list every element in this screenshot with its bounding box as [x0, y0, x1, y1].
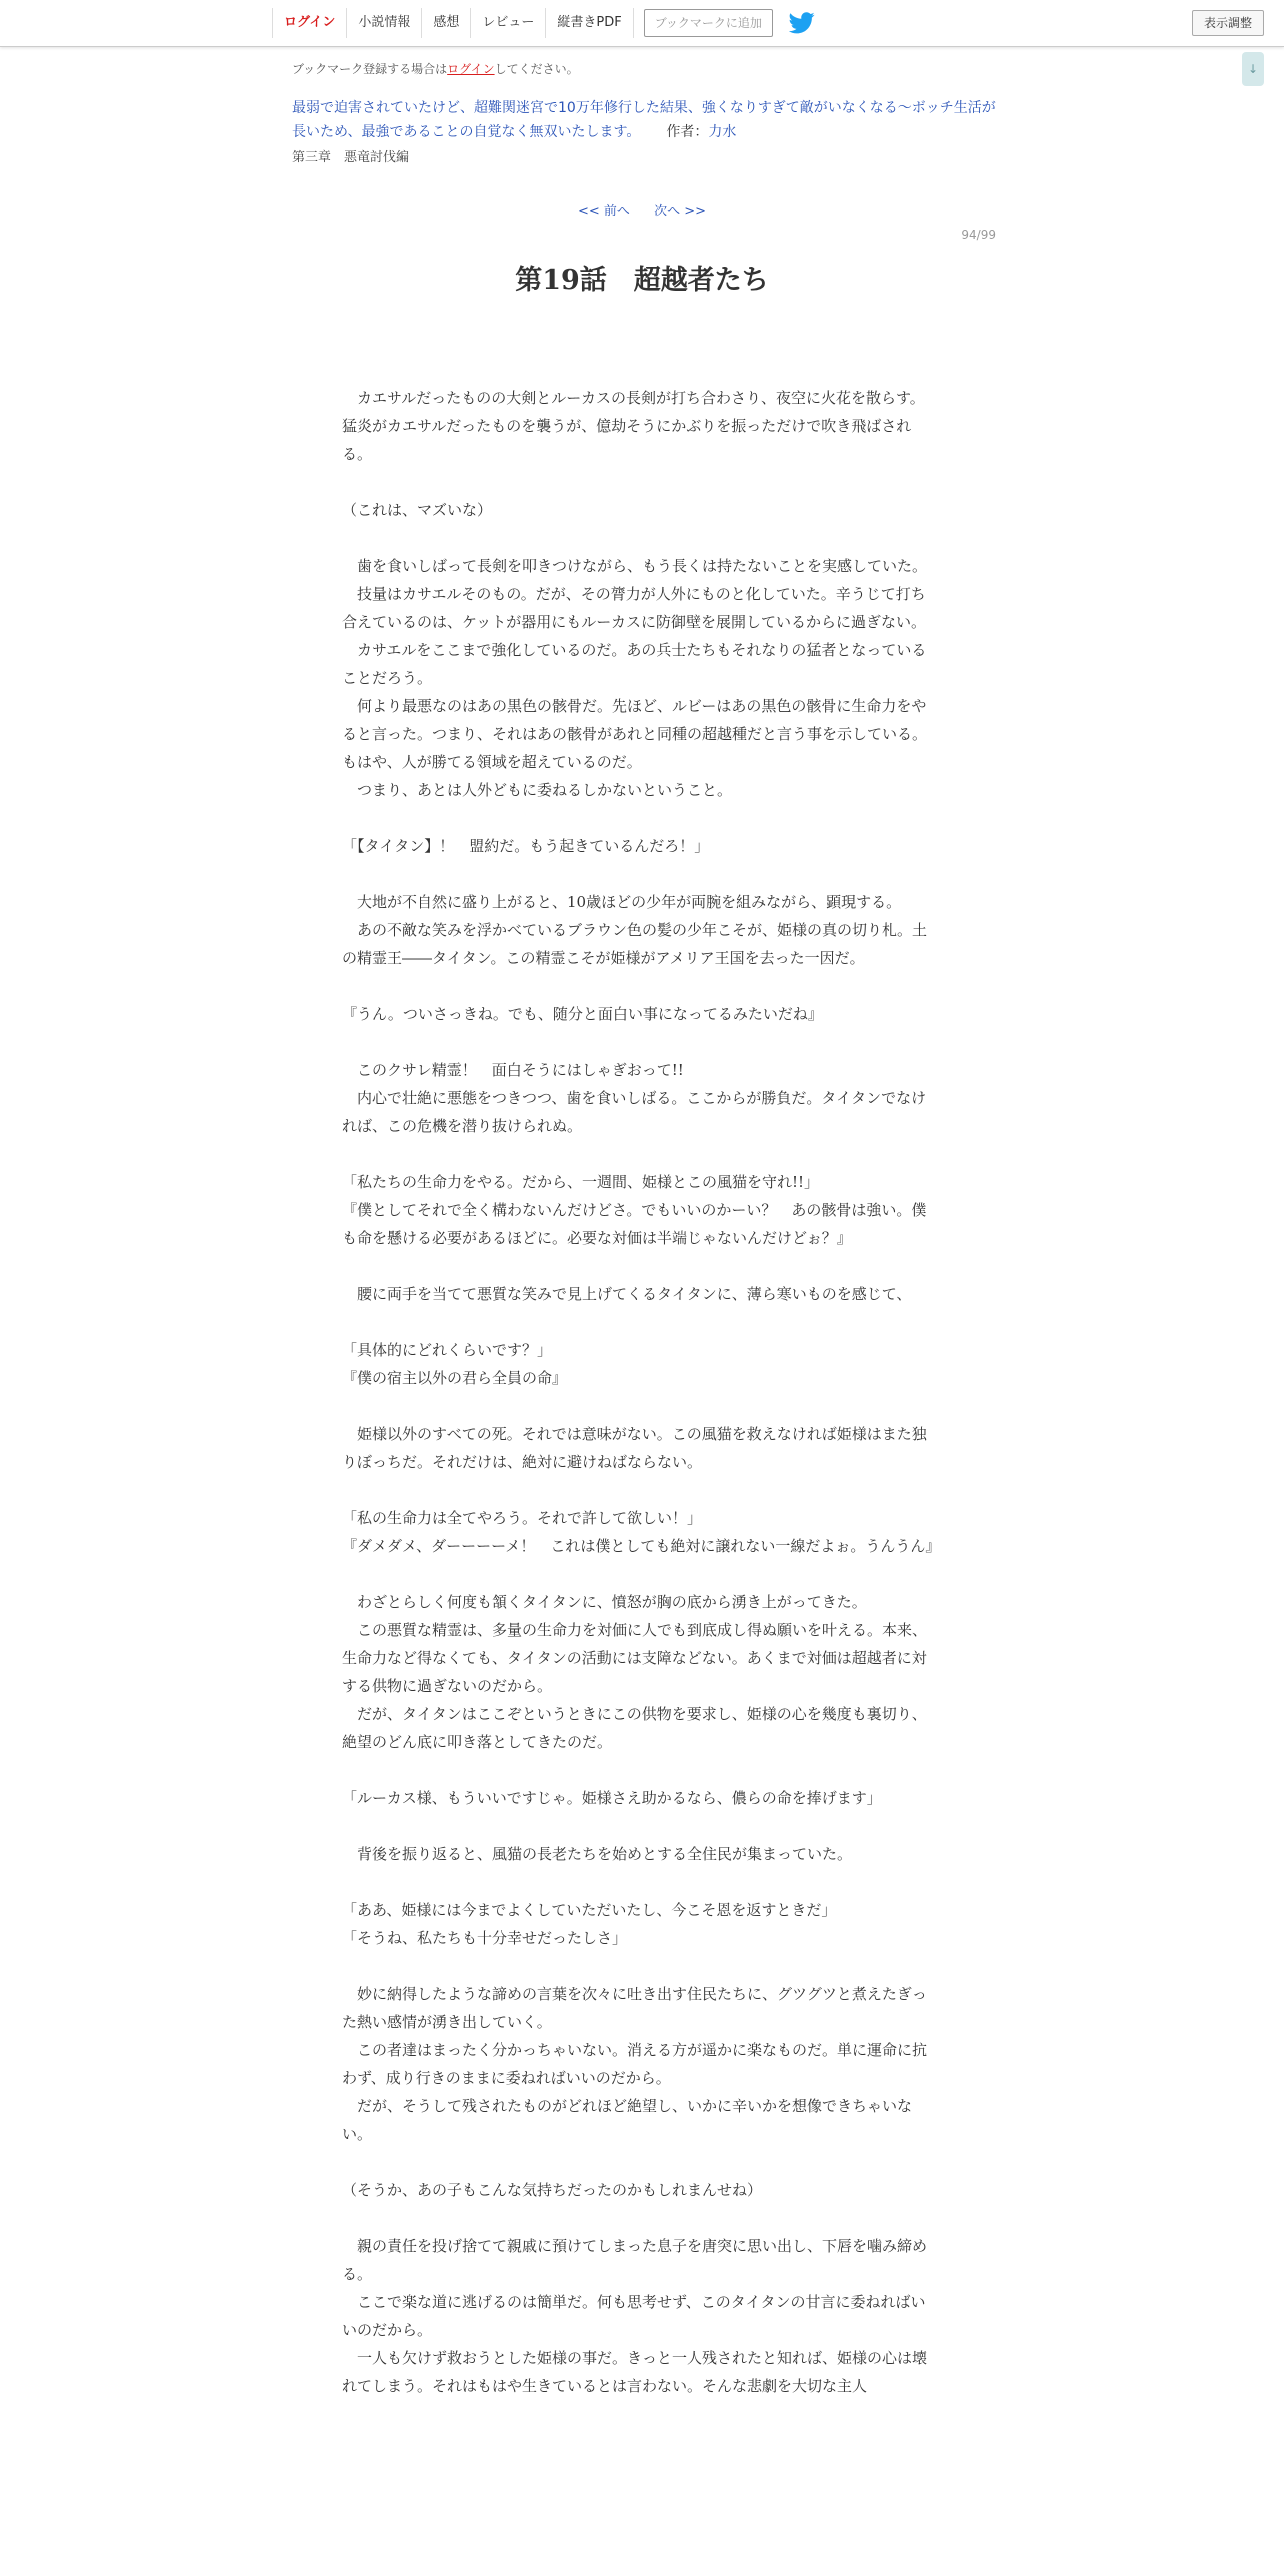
novel-paragraph: 猛炎がカエサルだったものを襲うが、億劫そうにかぶりを振っただけで吹き飛ばされる。 — [342, 417, 912, 463]
nav-login[interactable]: ログイン — [272, 8, 346, 38]
episode-count: 94/99 — [961, 228, 996, 242]
novel-paragraph: この悪質な精霊は、多量の生命力を対価に人でも到底成し得ぬ願いを叶える。本来、生命力など得なくても、タイタンの活動には支障などない。あくまで対価は超越者に対する供物に過ぎないのだから。 — [342, 1621, 928, 1695]
novel-paragraph — [342, 1308, 936, 1336]
novel-paragraph — [342, 1756, 936, 1784]
novel-paragraph — [342, 1868, 936, 1896]
novel-paragraph: 親の責任を投げ捨てて親戚に預けてしまった息子を唐突に思い出し、下唇を噛み締める。 — [342, 2237, 928, 2283]
novel-paragraph: だが、そうして残されたものがどれほど絶望し、いかに辛いかを想像できちゃいない。 — [342, 2097, 913, 2143]
novel-paragraph — [342, 860, 936, 888]
novel-paragraph: だが、タイタンはここぞというときにこの供物を要求し、姫様の心を幾度も裏切り、絶望のどん底に叩き落としてきたのだ。 — [342, 1705, 927, 1751]
nav-impressions[interactable]: 感想 — [421, 8, 470, 38]
novel-paragraph: （これは、マズいな） — [342, 501, 493, 519]
episode-title: 第19話 超越者たち — [515, 265, 769, 296]
novel-paragraph — [342, 1028, 936, 1056]
novel-paragraph: 技量はカサエルそのもの。だが、その膂力が人外にものと化していた。辛うじて打ち合えているのは、ケットが器用にもルーカスに防御壁を展開しているからに過ぎない。 — [342, 585, 926, 631]
bookmark-notice — [292, 60, 1000, 77]
novel-paragraph: （そうか、あの子もこんな気持ちだったのかもしれまんせね） — [342, 2181, 763, 2199]
novel-paragraph: 『ダメダメ、ダーーーーメ！ これは僕としても絶対に譲れない一線だよぉ。うんうん』 — [342, 1537, 941, 1555]
novel-paragraph: 「ああ、姫様には今までよくしていただいたし、今こそ恩を返すときだ」 — [342, 1901, 837, 1919]
nav-novel-info[interactable]: 小説情報 — [346, 8, 421, 38]
chapter-name: 第三章 悪竜討伐編 — [292, 150, 410, 165]
novel-paragraph: 背後を振り返ると、風猫の長老たちを始めとする全住民が集まっていた。 — [342, 1845, 853, 1863]
novel-paragraph — [342, 1812, 936, 1840]
novel-paragraph: あの不敵な笑みを浮かべているブラウン色の髪の少年こそが、姫様の真の切り札。土の精霊王――タイタン。この精霊こそが姫様がアメリア王国を去った一因だ。 — [342, 921, 928, 967]
novel-paragraph — [342, 1392, 936, 1420]
novel-paragraph — [342, 1140, 936, 1168]
novel-paragraph — [342, 804, 936, 832]
novel-paragraph — [342, 2204, 936, 2232]
novel-paragraph: 妙に納得したような諦めの言葉を次々に吐き出す住民たちに、グツグツと煮えたぎった熱い感情が湧き出していく。 — [342, 1985, 927, 2031]
novel-paragraph: ここで楽な道に逃げるのは簡単だ。何も思考せず、このタイタンの甘言に委ねればいいのだから。 — [342, 2293, 926, 2339]
novel-paragraph: 「ルーカス様、もういいですじゃ。姫様さえ助かるなら、儂らの命を捧げます」 — [342, 1789, 882, 1807]
top-navigation-bar — [0, 0, 1284, 47]
scroll-down-button[interactable]: ↓ — [1242, 52, 1264, 86]
novel-paragraph: 「私たちの生命力をやる。だから、一週間、姫様とこの風猫を守れ!!」 — [342, 1173, 820, 1191]
novel-body — [342, 384, 941, 2400]
novel-paragraph: 『僕の宿主以外の君ら全員の命』 — [342, 1369, 568, 1387]
novel-paragraph — [342, 468, 936, 496]
novel-paragraph — [342, 1476, 936, 1504]
nav-review[interactable]: レビュー — [470, 8, 545, 38]
novel-paragraph: 一人も欠けず救おうとした姫様の事だ。きっと一人残されたと知れば、姫様の心は壊れてしまう。それはもはや生きているとは言わない。そんな悲劇を大切な主人 — [342, 2349, 928, 2395]
novel-paragraph: 姫様以外のすべての死。それでは意味がない。この風猫を救えなければ姫様はまた独りぼっちだ。それだけは、絶対に避けねばならない。 — [342, 1425, 927, 1471]
novel-paragraph: 歯を食いしばって長剣を叩きつけながら、もう長くは持たないことを実感していた。 — [342, 557, 928, 575]
novel-paragraph: 腰に両手を当てて悪質な笑みで見上げてくるタイタンに、薄ら寒いものを感じて、 — [342, 1285, 912, 1303]
episode-pager — [0, 200, 1284, 219]
series-title-link[interactable]: 最弱で迫害されていたけど、超難関迷宮で10万年修行した結果、強くなりすぎて敵がいなくなる～ボッチ生活が長いため、最強であることの自覚なく無双いたします。 — [292, 100, 996, 140]
novel-paragraph — [342, 972, 936, 1000]
novel-paragraph: 『僕としてそれで全く構わないんだけどさ。でもいいのかーい？ あの骸骨は強い。僕も命を懸ける必要があるほどに。必要な対価は半端じゃないんだけどぉ？』 — [342, 1201, 927, 1247]
novel-paragraph: 「【タイタン】！ 盟約だ。もう起きているんだろ！」 — [342, 837, 710, 855]
nav-vertical-pdf[interactable]: 縦書きPDF — [545, 8, 633, 38]
novel-paragraph — [342, 1560, 936, 1588]
bookmark-notice-suffix: してください。 — [494, 62, 579, 76]
display-settings-button[interactable]: 表示調整 — [1192, 10, 1264, 36]
novel-paragraph: 『うん。ついさっきね。でも、随分と面白い事になってるみたいだね』 — [342, 1005, 823, 1023]
main-nav — [272, 8, 815, 38]
novel-paragraph — [342, 1952, 936, 1980]
prev-episode-link[interactable]: << 前へ — [578, 204, 630, 219]
novel-paragraph: わざとらしく何度も頷くタイタンに、憤怒が胸の底から湧き上がってきた。 — [342, 1593, 867, 1611]
author-label: 作者： — [666, 124, 709, 140]
series-title-block — [292, 96, 1000, 144]
novel-paragraph: この者達はまったく分かっちゃいない。消える方が遥かに楽なものだ。単に運命に抗わず、成り行きのままに委ねればいいのだから。 — [342, 2041, 928, 2087]
next-episode-link[interactable]: 次へ >> — [654, 204, 706, 219]
novel-paragraph: 大地が不自然に盛り上がると、10歳ほどの少年が両腕を組みながら、顕現する。 — [342, 893, 902, 911]
twitter-bird-icon[interactable] — [789, 12, 815, 34]
novel-paragraph: カエサルだったものの大剣とルーカスの長剣が打ち合わさり、夜空に火花を散らす。 — [342, 389, 925, 407]
novel-paragraph: つまり、あとは人外どもに委ねるしかないということ。 — [342, 781, 733, 799]
novel-paragraph — [342, 2148, 936, 2176]
novel-paragraph: 内心で壮絶に悪態をつきつつ、歯を食いしばる。ここからが勝負だ。タイタンでなければ、この危機を潜り抜けられぬ。 — [342, 1089, 927, 1135]
add-bookmark-button[interactable]: ブックマークに追加 — [644, 9, 773, 37]
novel-paragraph — [342, 524, 936, 552]
novel-paragraph: カサエルをここまで強化しているのだ。あの兵士たちもそれなりの猛者となっていることだろう。 — [342, 641, 927, 687]
novel-paragraph: 「そうね、私たちも十分幸せだったしさ」 — [342, 1929, 628, 1947]
author-link[interactable]: 力水 — [708, 124, 737, 140]
novel-paragraph: 「具体的にどれくらいです？」 — [342, 1341, 553, 1359]
novel-paragraph: 何より最悪なのはあの黒色の骸骨だ。先ほど、ルビーはあの黒色の骸骨に生命力をやると言った。つまり、それはあの骸骨があれと同種の超越種だと言う事を示している。もはや、人が勝てる領域を超えているのだ。 — [342, 697, 928, 771]
bookmark-notice-prefix: ブックマーク登録する場合は — [292, 62, 448, 76]
novel-paragraph: 「私の生命力は全てやろう。それで許して欲しい！」 — [342, 1509, 703, 1527]
bookmark-login-link[interactable]: ログイン — [447, 62, 495, 76]
novel-paragraph — [342, 1252, 936, 1280]
novel-paragraph: このクサレ精霊！ 面白そうにはしゃぎおって!! — [342, 1061, 684, 1079]
